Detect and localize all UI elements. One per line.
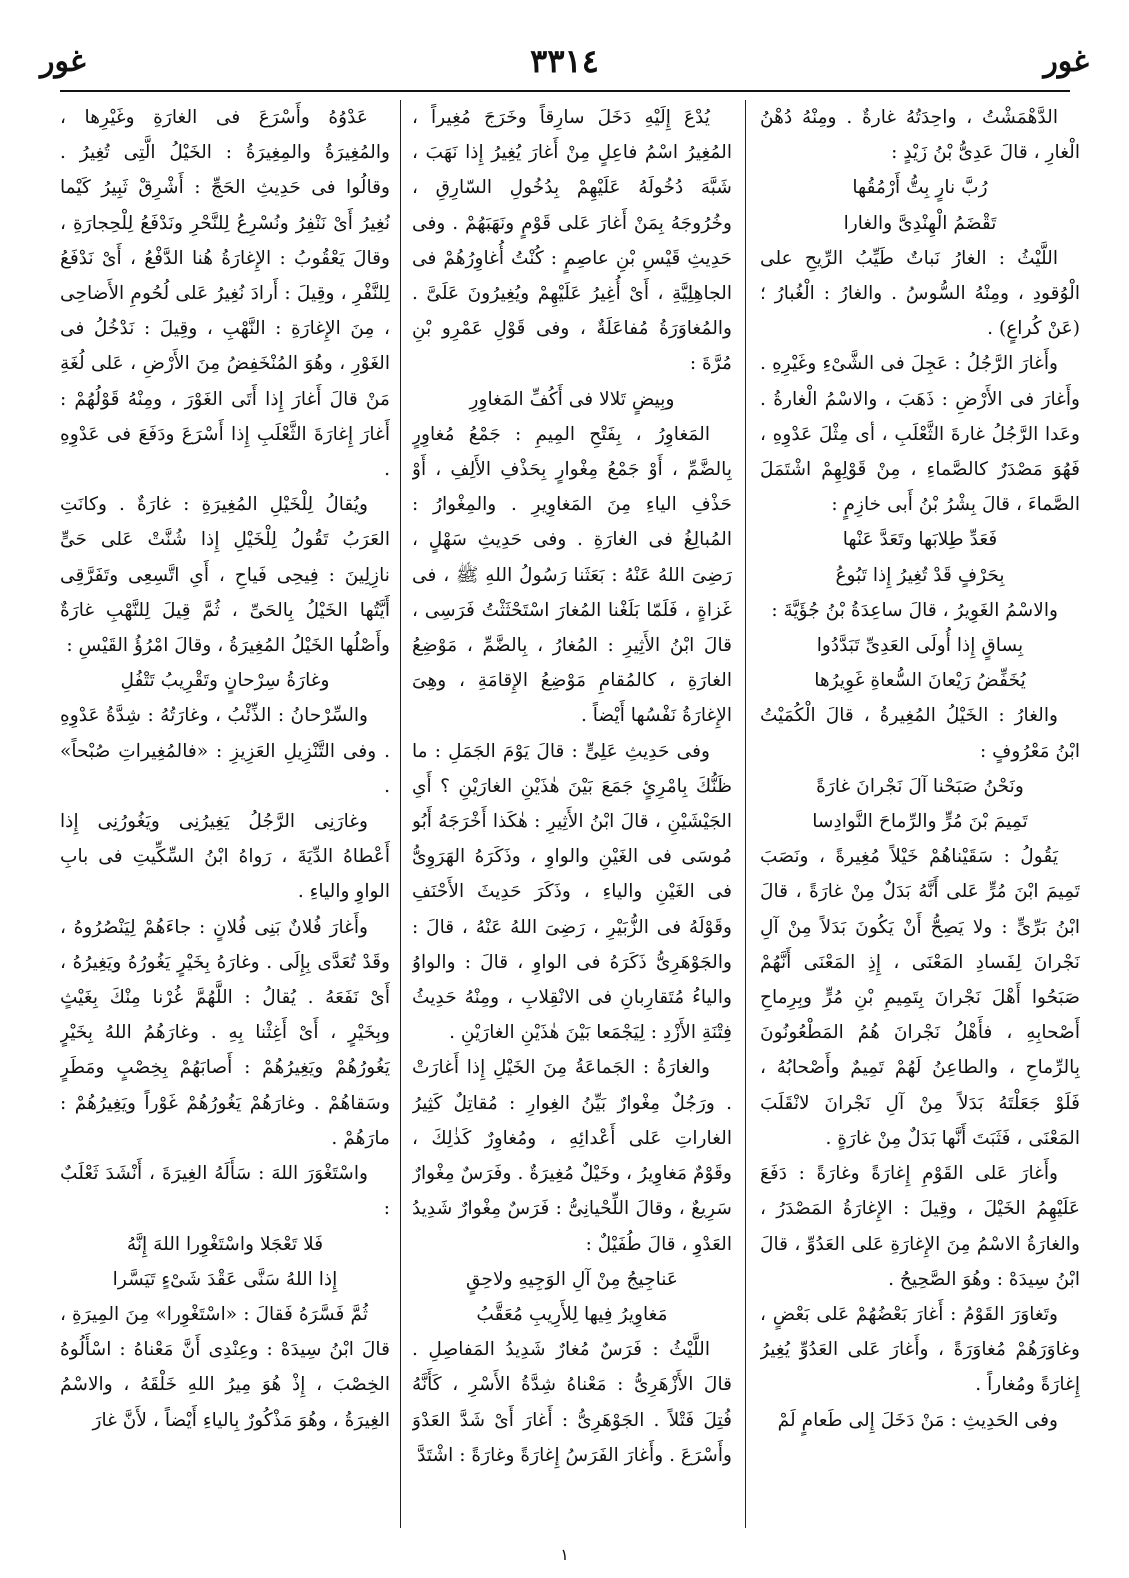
verse-line: يُخَفِّضُ رَيْعانَ السُّعاةِ غَوِيرُها	[814, 670, 1026, 692]
column-left	[60, 100, 390, 1528]
paragraph: المَغاوِرُ ، بِفَتْحِ المِيمِ : جَمْعُ مُغاوِرٍ بِالضَّمِّ ، أَوْ جَمْعُ مِغْوارٍ بِحَذْفِ الأَلِفِ ، أَوْ حَذْفِ الياءِ مِنَ المَغاوِيرِ . والمِغْوارُ : المُبالِغُ فى الغارَةِ . وفى حَدِيثِ سَهْلٍ ، رَضِىَ اللهُ عَنْهُ : بَعَثَنا رَسُولُ اللهِ ﷺ ، فى غَزاةٍ ، فَلَمّا بَلَغْنا المُغارَ اسْتَحْثَثْتُ فَرَسِى ، قالَ ابْنُ الأَثِيرِ : المُغارُ ، بِالضَّمِّ ، مَوْضِعُ الغارَةِ ، كالمُقامِ مَوْضِعُ الإِقامَةِ ، وهِىَ الإِغارَةُ نَفْسُها أَيْضاً .	[412, 423, 732, 727]
verse-line: وغارَةُ سِرْحانٍ وتَقْرِيبُ تَتْفُلِ	[120, 670, 330, 692]
paragraph: اللَّيْثُ : فَرَسٌ مُغارٌ شَدِيدُ المَفاصِلِ . قالَ الأَزْهَرِىُّ : مَعْناهُ شِدَّةُ الأَسْرِ ، كَأَنَّهُ فُتِلَ فَتْلاً . الجَوْهَرِىُّ : أَغارَ أَىْ شَدَّ العَدْوَ وأَسْرَعَ . وأَغارَ الفَرَسُ إِغارَةً وغارَةً : اشْتَدَّ	[412, 1339, 732, 1466]
verse-line: فَعَدِّ طِلابَها وتَعَدَّ عَنْها	[842, 529, 998, 551]
verse-line: فَلا تَعْجَلا واسْتَغْوِرا اللهَ إِنَّهُ	[126, 1233, 324, 1255]
paragraph: وفى الحَدِيثِ : مَنْ دَخَلَ إِلى طَعامٍ لَمْ	[777, 1409, 1058, 1431]
column-divider	[400, 100, 401, 1528]
page-header	[40, 40, 1089, 90]
paragraph: عَدْوُهُ وأَسْرَعَ فى الغارَةِ وغَيْرِها ، والمُغِيرَةُ والمِغِيرَةُ : الخَيْلُ الَّتِى تُغِيرُ . وقالُوا فى حَدِيثِ الحَجِّ : أَشْرِقْ ثَبِيرُ كَيْما نُغِيرُ أَىْ نَنْفِرُ ونُسْرِعُ لِلنَّحْرِ ونَدْفَعُ لِلْحِجارَةِ ، وقالَ يَعْقُوبُ : الإِغارَةُ هُنا الدَّفْعُ ، أَىْ نَدْفَعُ لِلنَّفْرِ ، وقِيلَ : أَرادَ نُغِيرُ عَلى لُحُومِ الأَضاحِى ، مِنَ الإِغارَةِ : النَّهْبِ ، وقِيلَ : نَدْخُلُ فى الغَوْرِ ، وهُوَ المُنْخَفِضُ مِنَ الأَرْضِ ، عَلى لُغَةِ مَنْ قالَ أَغارَ إِذا أَتَى الغَوْرَ ، ومِنْهُ قَوْلُهُمْ : أَغارَ إِغارَةَ الثَّعْلَبِ إِذا أَسْرَعَ ودَفَعَ فى عَدْوِهِ .	[60, 107, 390, 481]
verse-line: عَناجِيجُ مِنْ آلِ الوَجِيهِ ولاحِقٍ	[465, 1268, 678, 1290]
column-right	[760, 100, 1080, 1528]
paragraph: والاسْمُ الغَوِيرُ ، قالَ ساعِدَةُ بْنُ جُؤَيَّةَ :	[771, 599, 1058, 621]
verse-line: ونَحْنُ صَبَحْنا آلَ نَجْرانَ غارَةً	[816, 775, 1024, 797]
paragraph: يَقُولُ : سَقَيْناهُمْ خَيْلاً مُغِيرةً ، ونَصَبَ تَمِيمَ ابْنَ مُرٍّ عَلى أَنَّهُ بَدَلٌ مِنْ غارَةً ، قالَ ابْنُ بَرِّىٍّ : ولا يَصِحُّ أَنْ يَكُونَ بَدَلاً مِنْ آلِ نَجْرانَ لِفَسادِ المَعْنَى ، إِذِ المَعْنَى أَنَّهُمْ صَبَحُوا أَهْلَ نَجْرانَ بِتَمِيمِ بْنِ مُرٍّ وبِرِماحِ أَصْحابِهِ ، فأَهْلُ نَجْرانَ هُمُ المَطْعُونُونَ بِالرِّماحِ ، والطاعِنُ لَهُمْ تَمِيمٌ وأَصْحابُهُ ، فَلَوْ جَعَلْتَهُ بَدَلاً مِنْ آلِ نَجْرانَ لانْقَلَبَ المَعْنَى ، فَثَبَتَ أَنَّها بَدَلٌ مِنْ غارَةٍ .	[760, 846, 1080, 1149]
verse-line: بِساقٍ إِذا أُولَى العَدِىِّ تَبَدَّدُوا	[816, 635, 1024, 657]
verse-line: وبِيضٍ تَلالا فى أَكُفِّ المَغاوِرِ	[469, 388, 675, 410]
paragraph: ويُقالُ لِلْخَيْلِ المُغِيرَةِ : غارَةٌ . وكانَتِ العَرَبُ تَقُولُ لِلْخَيْلِ إِذا شُنَّتْ عَلى حَىٍّ نازِلِينَ : فِيحِى فَياحِ ، أَىِ اتَّسِعِى وتَفَرَّقِى أَيَّتُها الخَيْلُ بِالحَىِّ ، ثُمَّ قِيلَ لِلنَّهْبِ غارَةٌ وأَصْلُها الخَيْلُ المُغِيرَةُ ، وقالَ امْرُؤُ القَيْسِ :	[60, 494, 390, 657]
verse-line: تَمِيمَ بْنَ مُرٍّ والرِّماحَ النَّوادِسا	[812, 811, 1028, 833]
verse-line: تَقْضَمُ الْهِنْدِىَّ والغارا	[843, 212, 997, 234]
page-footer: ١	[560, 1545, 569, 1564]
headword-left: غور	[40, 44, 86, 79]
paragraph: ثُمَّ فَسَّرَهُ فَقالَ : «اسْتَغْوِرا» مِنَ المِيرَةِ ، قالَ ابْنُ سِيدَهْ : وعِنْدِى أَنَّ مَعْناهُ : اسْأَلُوهُ الخِصْبَ ، إِذْ هُوَ مِيرُ اللهِ خَلْقَهُ ، والاسْمُ الغِيرَةُ ، وهُوَ مَذْكُورٌ بِالياءِ أَيْضاً ، لأَنَّ غارَ	[60, 1303, 390, 1431]
verse-line: مَغاوِيرُ فِيها لِلأَرِيبِ مُعَقَّبُ	[476, 1303, 668, 1325]
paragraph: والسِّرْحانُ : الذِّئْبُ ، وغارَتُهُ : شِدَّةُ عَدْوِهِ . وفى التَّنْزِيلِ العَزِيزِ : «فالمُغِيراتِ صُبْحاً» .	[60, 705, 390, 797]
paragraph: اللَّيْثُ : الغارُ نَباتٌ طَيِّبُ الرِّيحِ على الْوُقودِ ، ومِنْهُ السُّوسُ . والغارُ : الْغُبارُ ؛ (عَنْ كُراعٍ) .	[760, 247, 1080, 340]
page-number: ٣٣١٤	[530, 42, 599, 80]
column-middle	[412, 100, 732, 1528]
verse-line: بِحَرْفٍ قَدْ تُغِيرُ إِذا تَبُوعُ	[835, 564, 1005, 586]
paragraph: وفى حَدِيثِ عَلِىٍّ : قالَ يَوْمَ الجَمَلِ : ما ظَنُّكَ بِامْرِئٍ جَمَعَ بَيْنَ هٰذَيْنِ الغارَيْنِ ؟ أَىِ الجَيْشَيْنِ ، قالَ ابْنُ الأَثِيرِ : هٰكَذا أَخْرَجَهُ أَبُو مُوسَى فى الغَيْنِ والواوِ ، وذَكَرَهُ الهَرَوِىُّ فى الغَيْنِ والياءِ ، وذَكَرَ حَدِيثَ الأَحْنَفِ وقَوْلَهُ فى الزُّبَيْرِ ، رَضِىَ اللهُ عَنْهُ ، قالَ : والجَوْهَرِىُّ ذَكَرَهُ فى الواوِ ، قالَ : والواوُ والياءُ مُتَقارِبانِ فى الانْقِلابِ ، ومِنْهُ حَدِيثُ فِتْنَةِ الأَزْدِ : لِيَجْمَعا بَيْنَ هٰذَيْنِ الغارَيْنِ .	[412, 740, 732, 1044]
column-divider	[745, 100, 746, 1528]
paragraph: وتَغاوَرَ القَوْمُ : أَغارَ بَعْضُهُمْ عَلى بَعْضٍ ، وغاوَرَهُمْ مُغاوَرَةً ، وأَغارَ عَلى العَدُوِّ يُغِيرُ إِغارَةً ومُغاراً .	[760, 1303, 1080, 1396]
paragraph: وأَغارَ الرَّجُلُ : عَجِلَ فى الشَّىْءِ وغَيْرِهِ . وأَغارَ فى الأَرْضِ : ذَهَبَ ، والاسْمُ الْغارةُ . وعَدا الرَّجُلُ غارةَ الثَّعْلَبِ ، أى مِثْلَ عَدْوِهِ ، فَهُوَ مَصْدَرٌ كالصَّماءِ ، مِنْ قَوْلِهِمْ اشْتَمَلَ الصَّماءَ ، قالَ بِشْرُ بْنُ أَبى خازِمٍ :	[760, 353, 1080, 516]
paragraph: وأَغارَ فُلانٌ بَنِى فُلانٍ : جاءَهُمْ لِيَنْصُرُوهُ ، وقَدْ تُعَدَّى بِإِلَى . وغارَهُ بِخَيْرٍ يَغُورُهُ ويَغِيرُهُ ، أَىْ نَفَعَهُ . يُقالُ : اللَّهُمَّ غُرْنا مِنْكَ بِغَيْثٍ وبِخَيْرٍ ، أَىْ أَغِثْنا بِهِ . وغارَهُمُ اللهُ بِخَيْرٍ يَغُورُهُمْ ويَغِيرُهُمْ : أَصابَهُمْ بِخِصْبٍ ومَطَرٍ وسَقاهُمْ . وغارَهُمْ يَغُورُهُمْ غَوْراً ويَغِيرُهُمْ : مارَهُمْ .	[60, 916, 390, 1149]
paragraph: والغارَةُ : الجَماعَةُ مِنَ الخَيْلِ إِذا أَغارَتْ . ورَجُلٌ مِغْوارٌ بَيِّنُ الغِوارِ : مُقاتِلٌ كَثِيرُ الغاراتِ عَلى أَعْدائِهِ ، ومُغاوِرٌ كَذٰلِكَ ، وقَوْمٌ مَغاوِيرُ ، وخَيْلٌ مُغِيرَةٌ . وفَرَسٌ مِغْوارٌ سَرِيعٌ ، وقالَ اللِّحْيانِىُّ : فَرَسٌ مِغْوارٌ شَدِيدُ العَدْوِ ، قالَ طُفَيْلٌ :	[412, 1057, 732, 1255]
paragraph: والغارُ : الخَيْلُ المُغِيرةُ ، قالَ الْكُمَيْتُ ابْنُ مَعْرُوفٍ :	[760, 705, 1080, 762]
paragraph: الدَّهْمَشْتُ ، واحِدَتُهُ غارةٌ . ومِنْهُ دُهْنُ الْغارِ ، قالَ عَدِىُّ بْنُ زَيْدٍ :	[760, 107, 1080, 164]
verse-line: رُبَّ نارٍ بِتُّ أَرْمُقُها	[852, 177, 988, 199]
verse-line: إِذا اللهُ سَنَّى عَقْدَ شَىْءٍ تَيَسَّرا	[112, 1268, 338, 1290]
paragraph: وأَغارَ عَلى القَوْمِ إِغارَةً وغارَةً : دَفَعَ عَلَيْهِمُ الخَيْلَ ، وقِيلَ : الإِغارَةُ المَصْدَرُ ، والغارَةُ الاسْمُ مِنَ الإِغارَةِ عَلى العَدُوِّ ، قالَ ابْنُ سِيدَهْ : وهُوَ الصَّحِيحُ .	[760, 1163, 1080, 1290]
headword-right: غور	[1043, 44, 1089, 79]
paragraph: واسْتَغْوَرَ اللهَ : سَأَلَهُ الغِيرَةَ ، أَنْشَدَ ثَعْلَبٌ :	[60, 1163, 390, 1220]
paragraph: يُدْعَ إِلَيْهِ دَخَلَ سارِقاً وخَرَجَ مُغِيراً ، المُغِيرُ اسْمُ فاعِلٍ مِنْ أَغارَ يُغِيرُ إِذا نَهَبَ ، شَبَّهَ دُخُولَهُ عَلَيْهِمْ بِدُخُولِ السّارِقِ ، وخُرُوجَهُ بِمَنْ أَغارَ عَلى قَوْمٍ ونَهَبَهُمْ . وفى حَدِيثِ قَيْسِ بْنِ عاصِمٍ : كُنْتُ أُغاوِرُهُمْ فى الجاهِلِيَّةِ ، أَىْ أُغِيرُ عَلَيْهِمْ ويُغِيرُونَ عَلَىَّ . والمُغاوَرَةُ مُفاعَلَةٌ ، وفى قَوْلِ عَمْرِو بْنِ مُرَّةَ :	[412, 107, 732, 375]
header-rule	[60, 90, 1070, 92]
paragraph: وغارَنِى الرَّجُلُ يَغِيرُنِى ويَغُورُنِى إِذا أَعْطاهُ الدِّيَةَ ، رَواهُ ابْنُ السِّكِّيتِ فى بابِ الواوِ والياءِ .	[60, 811, 390, 903]
